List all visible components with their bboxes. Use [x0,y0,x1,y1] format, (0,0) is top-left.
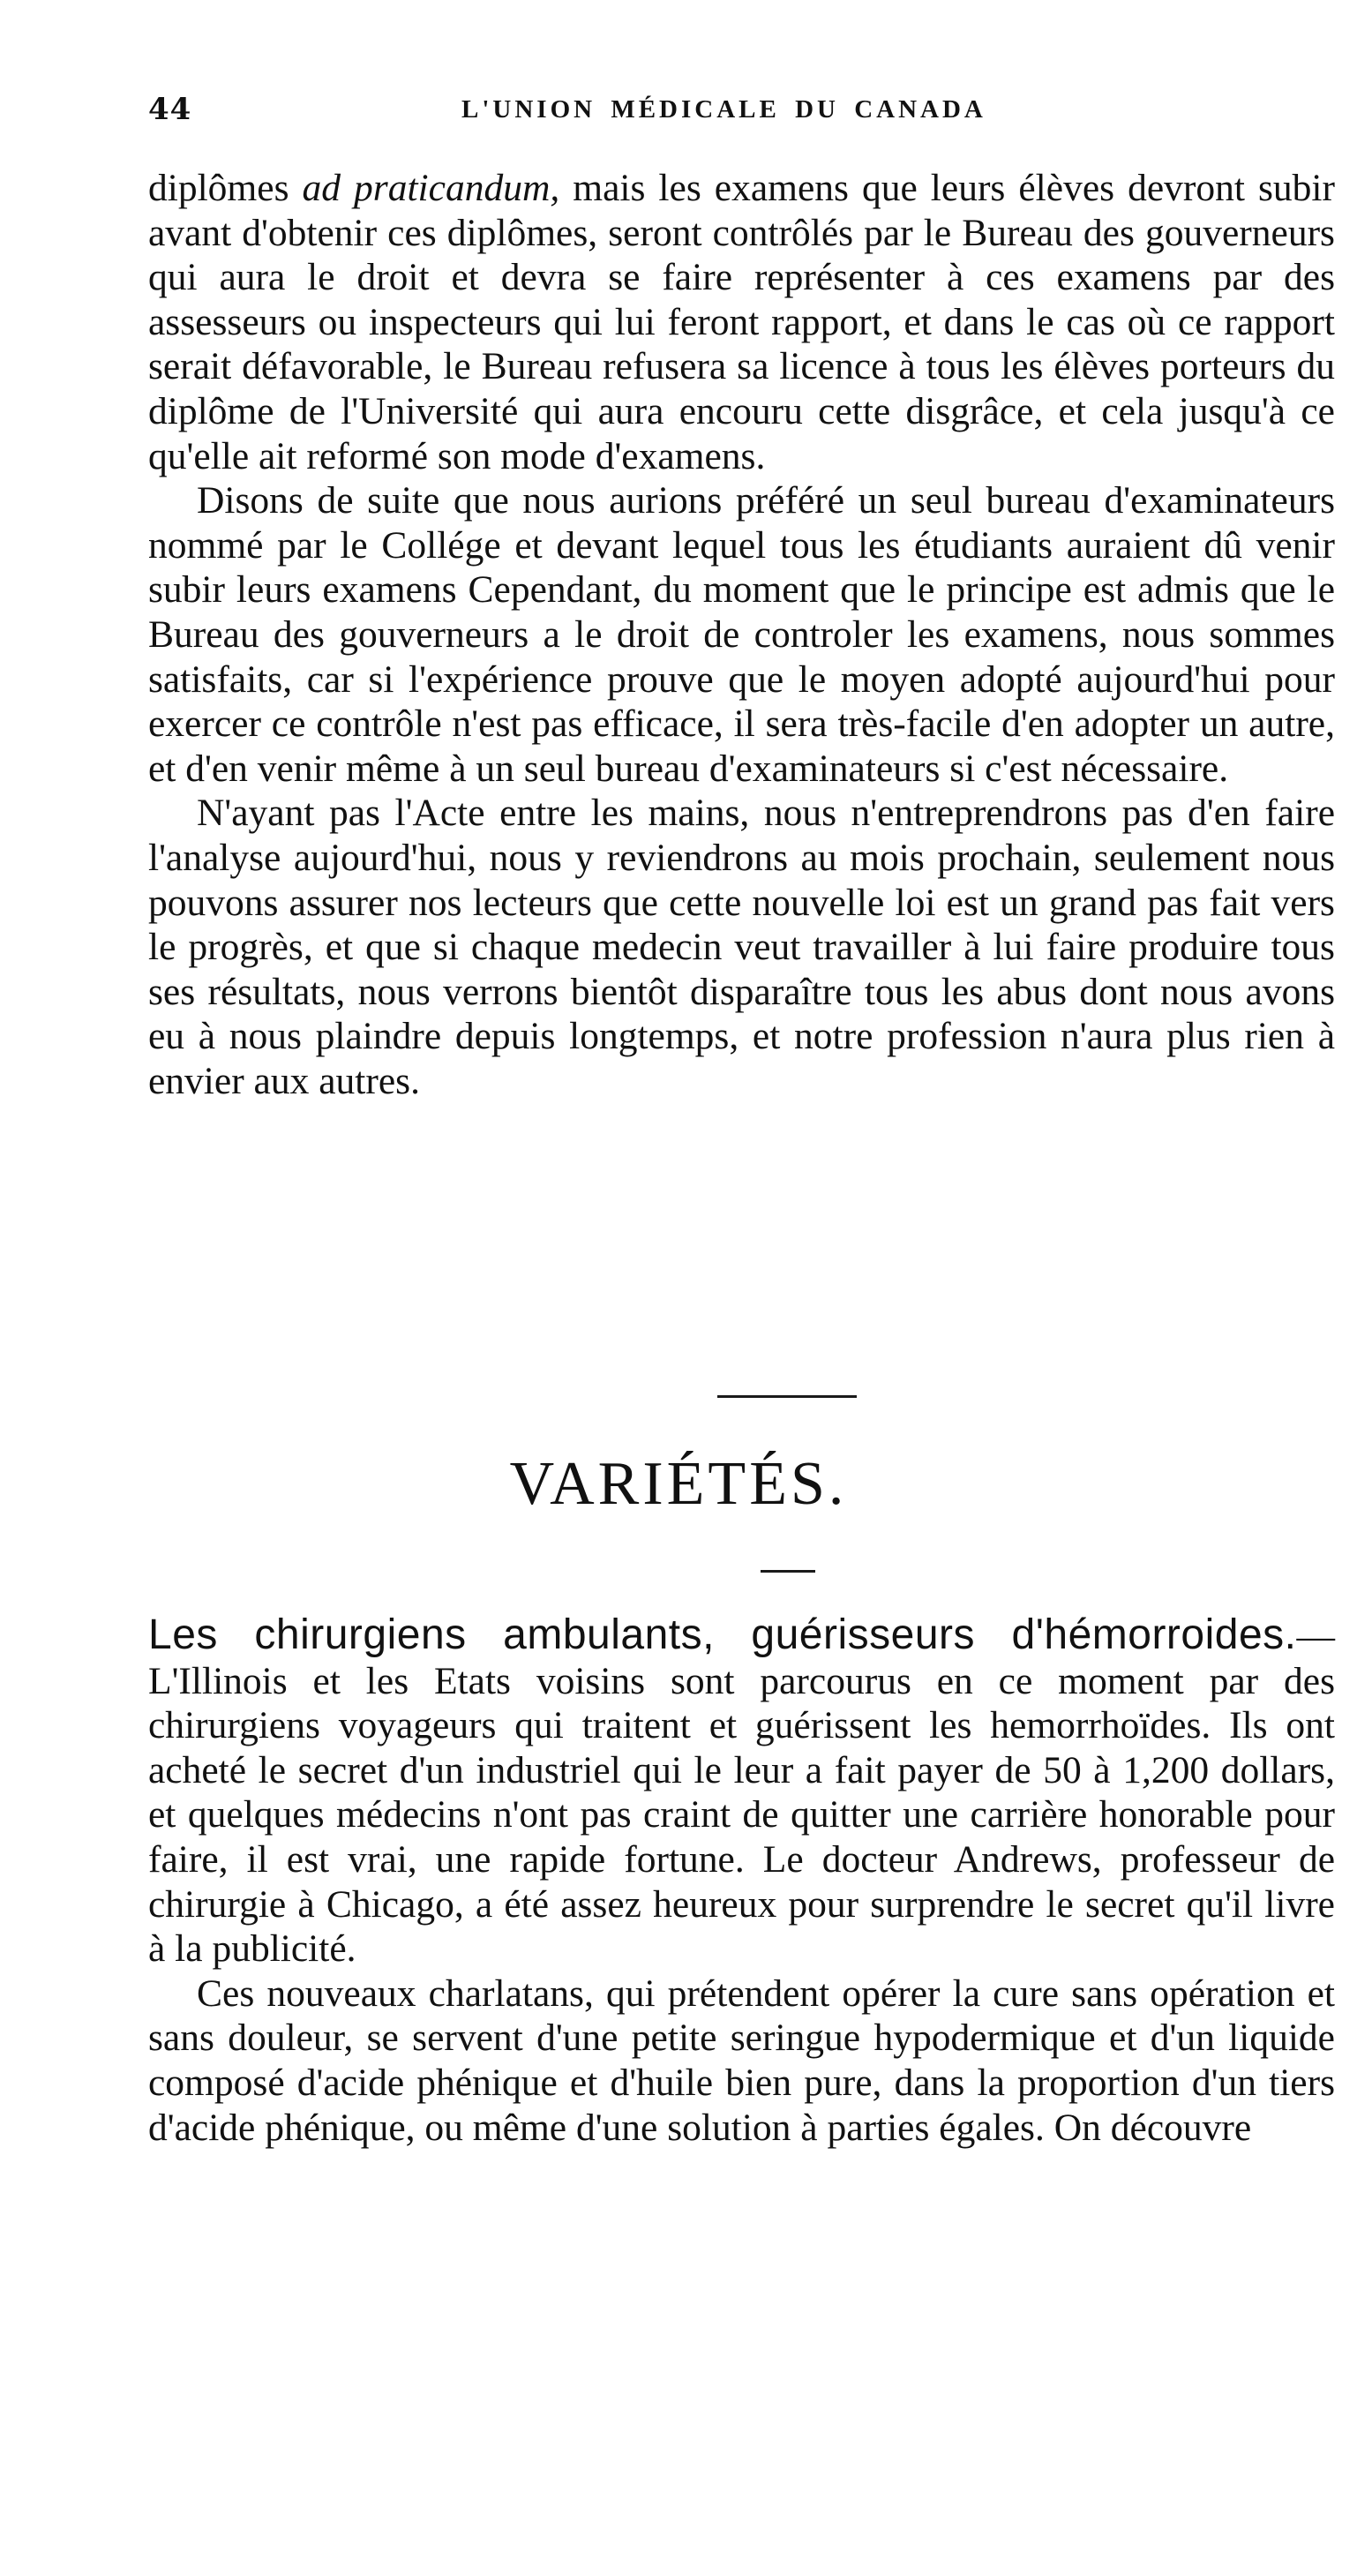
page-header [148,86,1092,139]
editorial-paragraph-2: Disons de suite que nous aurions préféré un seul bureau d'examinateurs nommé par le Collége et devant lequel tous les étudiants auraient dû venir subir leurs examens Cependant, du moment que le principe est admis que le Bureau des gouverneurs a le droit de controler les examens, nous sommes satisfaits, car si l'expérience prouve que le moyen adopté aujourd'hui pour exercer ce contrôle n'est pas efficace, il sera très-facile d'en adopter un autre, et d'en venir même à un seul bureau d'examinateurs si c'est nécessaire. [148,479,1335,790]
varietes-section [148,1613,1335,2150]
section-divider-rule [717,1395,857,1398]
article-paragraph-body: —L'Illinois et les Etats voisins sont parcourus en ce moment par des chirurgiens voyageurs qui traitent et guérissent les hemorrhoïdes. Ils ont acheté le secret d'un industriel qui le leur a fait payer de 50 à 1,200 dollars, et quelques médecins n'ont pas craint de quitter une carrière honorable pour faire, il est vrai, une rapide fortune. Le docteur Andrews, professeur de chirurgie à Chicago, a été assez heureux pour surprendre le secret qu'il livre à la publicité. [148,1615,1335,1971]
editorial-section [148,166,1335,1103]
running-title: L'UNION MÉDICALE DU CANADA [461,95,986,124]
editorial-paragraph-3: N'ayant pas l'Acte entre les mains, nous n'entreprendrons pas d'en faire l'analyse aujourd'hui, nous y reviendrons au mois prochain, seulement nous pouvons assurer nos lecteurs que cette nouvelle loi est un grand pas fait vers le progrès, et que si chaque medecin veut travailler à lui faire produire tous ses résultats, nous verrons bientôt disparaître tous les abus dont nous avons eu à nous plaindre depuis longtemps, et notre profession n'aura plus rien à envier aux autres. [148,792,1335,1102]
paragraph-lead: diplômes [148,167,303,209]
page-number: 44 [148,92,192,127]
section-heading: VARIÉTÉS. [509,1450,848,1518]
heading-underline-rule [761,1570,815,1573]
paragraph-body: mais les examens que leurs élèves devront subir avant d'obtenir ces diplômes, seront contrôlés par le Bureau des gouverneurs qui aura le droit et devra se faire représenter à ces examens par des assesseurs ou inspecteurs qui lui feront rapport, et dans le cas où ce rapport serait défavorable, le Bureau refusera sa licence à tous les élèves porteurs du diplôme de l'Université qui aura encouru cette disgrâce, et cela jusqu'à ce qu'elle ait reformé son mode d'examens. [148,167,1335,477]
article-paragraph-2: Ces nouveaux charlatans, qui prétendent opérer la cure sans opération et sans douleur, se servent d'une petite seringue hypodermique et d'un liquide composé d'acide phénique et d'huile bien pure, dans la proportion d'un tiers d'acide phénique, ou même d'une solution à parties égales. On découvre [148,1971,1335,2149]
latin-phrase: ad praticandum, [302,167,560,209]
article-paragraph-1 [148,1613,1335,1971]
article-title: Les chirurgiens ambulants, guérisseurs d'hémorroides. [148,1611,1297,1658]
editorial-paragraph-1 [148,166,1335,478]
